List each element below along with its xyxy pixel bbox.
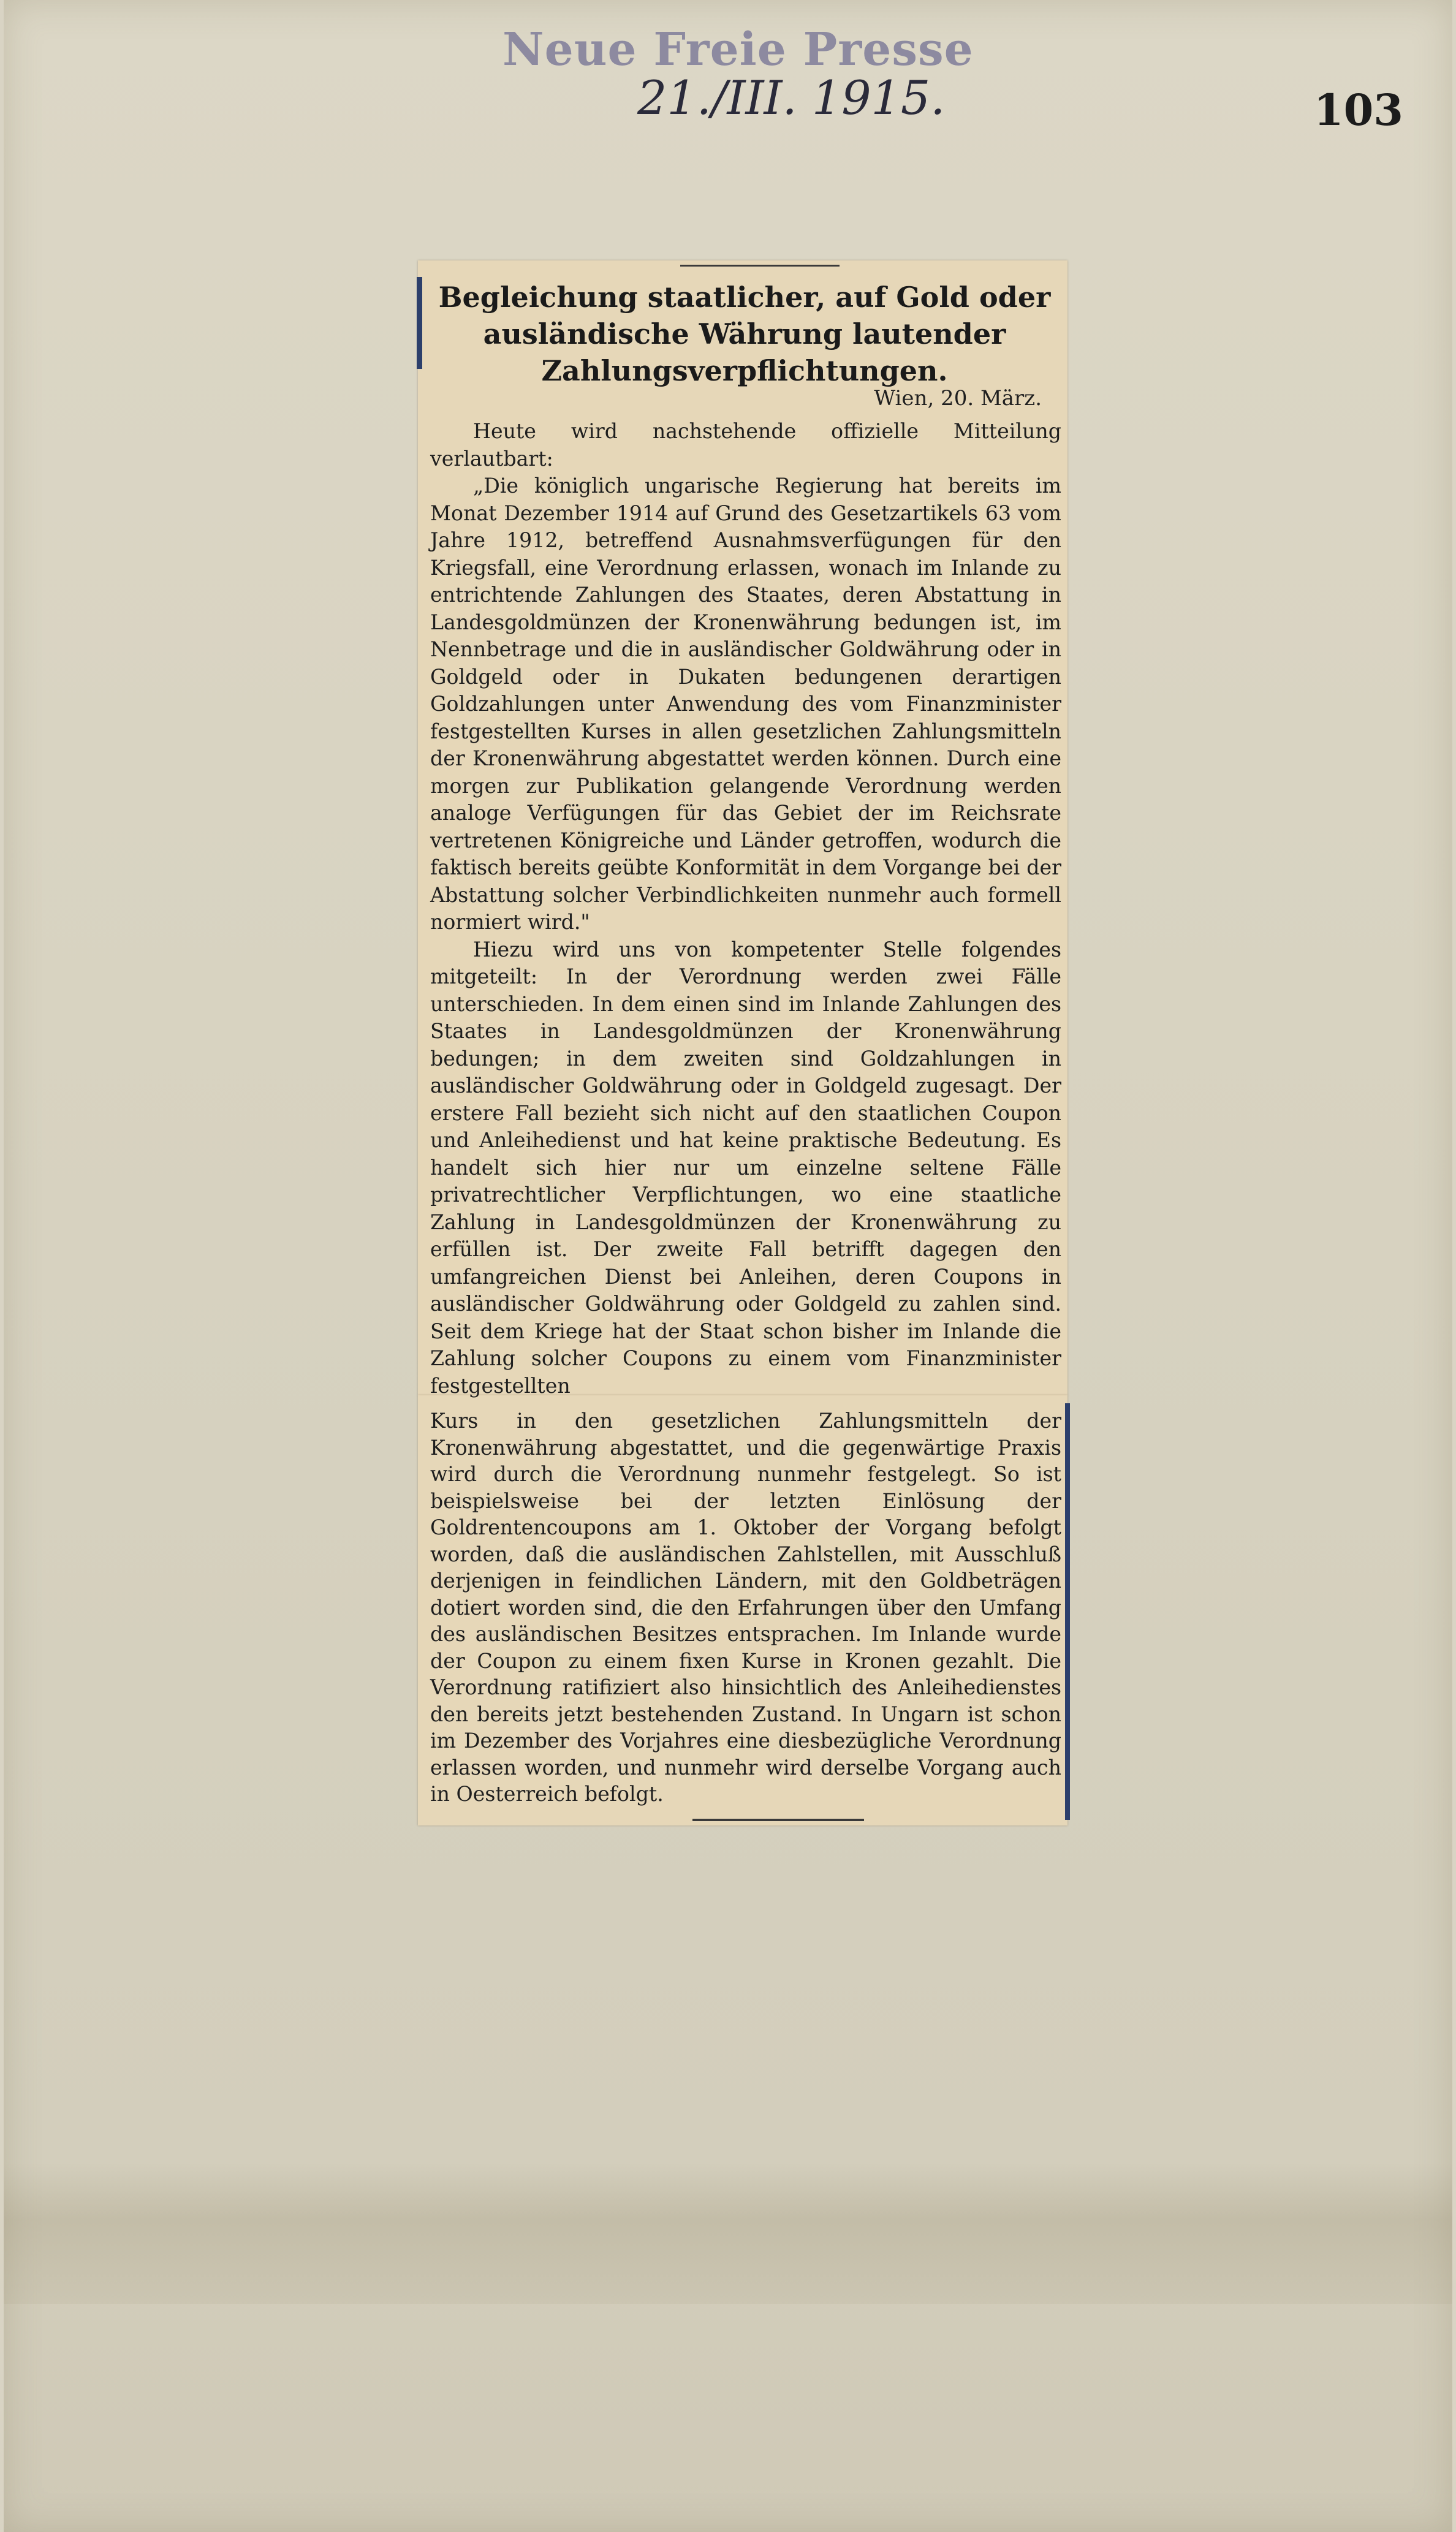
article-dateline: Wien, 20. März. [874, 386, 1042, 411]
bottom-rule [692, 1819, 864, 1821]
right-margin-mark [1065, 1403, 1070, 1820]
page-number: 103 [1313, 85, 1403, 135]
newspaper-stamp: Neue Freie Presse [502, 23, 974, 76]
article-body-part-2 [430, 1408, 1061, 1806]
paragraph: Hiezu wird uns von kompetenter Stelle folgendes mitgeteilt: In der Verordnung werden zwei Fälle unterschieden. In dem einen sind im Inlande Zahlungen des Staates in Landesgoldmünzen der Kronenwährung bedungen; in dem zweiten sind Goldzahlungen in ausländischer Goldwährung oder in Goldgeld zugesagt. Der erstere Fall bezieht sich nicht auf den staatlichen Coupon und Anleihedienst und hat keine praktische Bedeutung. Es handelt sich hier nur um einzelne seltene Fälle privatrechtlicher Verpflichtungen, wo eine staatliche Zahlung in Landesgoldmünzen der Kronenwährung zu erfüllen ist. Der zweite Fall betrifft dagegen den umfangreichen Dienst bei Anleihen, deren Coupons in ausländischer Goldwährung oder Goldgeld zu zahlen sind. Seit dem Kriege hat der Staat schon bisher im Inlande die Zahlung solcher Coupons zu einem vom Finanzminister festgestellten [430, 937, 1061, 1398]
article-body-part-1 [430, 418, 1061, 1398]
article-headline: Begleichung staatlicher, auf Gold oder ausländische Währung lautender Zahlungsverpflichtungen. [438, 281, 1051, 387]
paper-fold-shadow [4, 2163, 1452, 2304]
paragraph: Kurs in den gesetzlichen Zahlungsmitteln der Kronenwährung abgestattet, und die gegenwärtige Praxis wird durch die Verordnung nunmehr festgelegt. So ist beispielsweise bei der letzten Einlösung der Goldrentencoupons am 1. Oktober der Vorgang befolgt worden, daß die ausländischen Zahlstellen, mit Ausschluß derjenigen in feindlichen Ländern, mit den Goldbeträgen dotiert worden sind, die den Erfahrungen über den Umfang des ausländischen Besitzes entsprachen. Im Inlande wurde der Coupon zu einem fixen Kurse in Kronen gezahlt. Die Verordnung ratifiziert also hinsichtlich des Anleihedienstes den bereits jetzt bestehenden Zustand. In Ungarn ist schon im Dezember des Vorjahres eine diesbezügliche Verordnung erlassen worden, und nunmehr wird derselbe Vorgang auch in Oesterreich befolgt. [430, 1409, 1061, 1806]
left-margin-mark [417, 277, 422, 369]
paragraph: „Die königlich ungarische Regierung hat bereits im Monat Dezember 1914 auf Grund des Gesetzartikels 63 vom Jahre 1912, betreffend Ausnahmsverfügungen für den Kriegsfall, eine Verordnung erlassen, wonach im Inlande zu entrichtende Zahlungen des Staates, deren Abstattung in Landesgoldmünzen der Kronenwährung bedungen ist, im Nennbetrage und die in ausländischer Goldwährung oder in Goldgeld oder in Dukaten bedungenen derartigen Goldzahlungen unter Anwendung des vom Finanzminister festgestellten Kurses in allen gesetzlichen Zahlungsmitteln der Kronenwährung abgestattet werden können. Durch eine morgen zur Publikation gelangende Verordnung werden analoge Verfügungen für das Gebiet der im Reichsrate vertretenen Königreiche und Länder getroffen, wodurch die faktisch bereits geübte Konformität in dem Vorgange bei der Abstattung solcher Verbindlichkeiten nunmehr auch formell normiert wird." [430, 474, 1061, 934]
paragraph: Heute wird nachstehende offizielle Mitteilung verlautbart: [430, 419, 1061, 471]
handwritten-date: 21./III. 1915. [637, 70, 946, 125]
top-rule [680, 265, 840, 267]
